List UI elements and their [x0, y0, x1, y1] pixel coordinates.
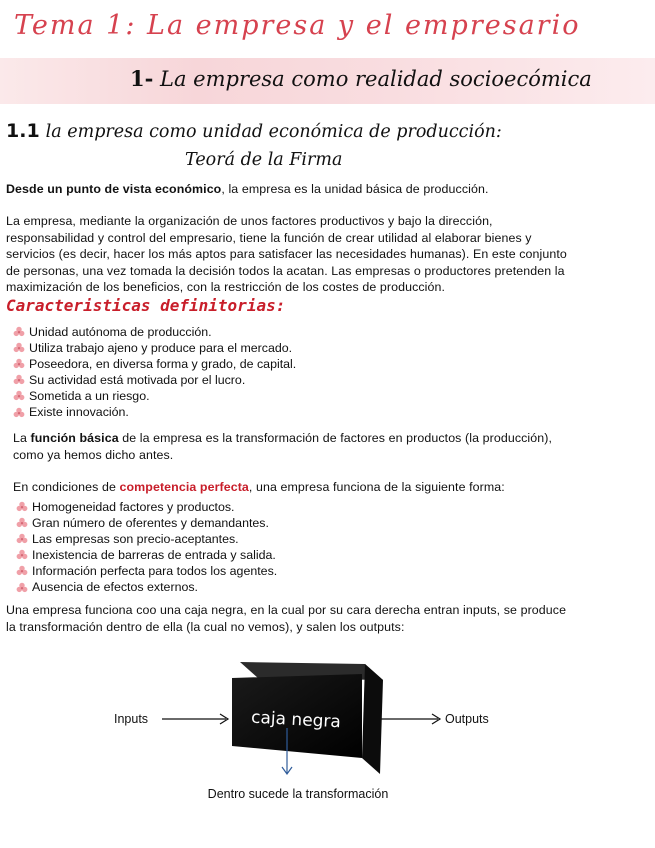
flower-bullet-icon: [16, 565, 28, 577]
inputs-label: Inputs: [114, 712, 149, 726]
flower-bullet-icon: [16, 501, 28, 513]
list-item: [13, 356, 296, 372]
list-item: [16, 499, 277, 515]
list-item: [13, 388, 296, 404]
flower-bullet-icon: [13, 326, 25, 338]
function-line: [13, 430, 552, 447]
subsection-title: [6, 120, 502, 142]
list-item-text: Homogeneidad factores y productos.: [32, 500, 235, 514]
box-label: caja negra: [250, 707, 342, 733]
flower-bullet-icon: [13, 407, 25, 419]
section-title-text: La empresa como realidad socioecómica: [160, 67, 592, 91]
intro-bold: Desde un punto de vista económico: [6, 182, 222, 196]
function-bold: función básica: [30, 431, 119, 445]
intro-rest: , la empresa es la unidad básica de producción.: [221, 182, 489, 196]
list-item-text: Poseedora, en diversa forma y grado, de capital.: [29, 357, 297, 372]
list-item-text: Información perfecta para todos los agentes.: [32, 564, 278, 579]
function-paragraph: [13, 430, 552, 463]
black-box-diagram: [0, 650, 655, 810]
definition-line: servicios (es decir, hacer los más aptos para satisfacer las necesidades humanas). En este conjunto: [6, 247, 567, 261]
black-box-line: Una empresa funciona coo una caja negra, en la cual por su cara derecha entran inputs, se produce: [6, 603, 567, 617]
flower-bullet-icon: [13, 358, 25, 370]
list-item: [16, 579, 277, 595]
section-title: [130, 66, 592, 91]
outputs-label: Outputs: [445, 712, 489, 726]
flower-bullet-icon: [16, 533, 28, 545]
flower-bullet-icon: [16, 549, 28, 561]
list-item-text: Las empresas son precio-aceptantes.: [32, 532, 239, 547]
flower-bullet-icon: [13, 390, 25, 402]
competition-list: [16, 499, 277, 596]
flower-bullet-icon: [16, 582, 28, 594]
definition-line: responsabilidad y control del empresario, tiene la función de crear utilidad al elaborar bienes y: [6, 230, 532, 245]
competition-pre: En condiciones de: [13, 480, 120, 494]
list-item: [13, 372, 296, 388]
list-item: [13, 324, 296, 340]
black-box-paragraph: [6, 602, 566, 635]
box-side-face: [362, 664, 383, 774]
list-item: [13, 340, 296, 356]
section-number: 1-: [130, 66, 154, 91]
list-item-text: Gran número de oferentes y demandantes.: [32, 516, 269, 531]
list-item-text: Inexistencia de barreras de entrada y salida.: [32, 548, 276, 563]
page-top-title: Tema 1: La empresa y el empresario: [14, 10, 581, 41]
definition-line: de personas, una vez tomada la decisión todos la acatan. Las empresas o productores pretenden la: [6, 263, 565, 278]
definition-line: La empresa, mediante la organización de unos factores productivos y bajo la dirección,: [6, 214, 493, 228]
list-item: [16, 515, 277, 531]
list-item: [13, 404, 296, 420]
list-item-text: Ausencia de efectos externos.: [32, 580, 198, 595]
function-pre: La: [13, 431, 31, 445]
function-line: como ya hemos dicho antes.: [13, 447, 174, 462]
subsection-subtitle: Teorá de la Firma: [185, 150, 343, 170]
list-item-text: Sometida a un riesgo.: [29, 389, 150, 404]
flower-bullet-icon: [13, 374, 25, 386]
list-item-text: Utiliza trabajo ajeno y produce para el mercado.: [29, 341, 293, 356]
list-item-text: Unidad autónoma de producción.: [29, 325, 212, 339]
characteristics-list: [13, 324, 296, 421]
competition-post: , una empresa funciona de la siguiente forma:: [248, 480, 505, 494]
definition-paragraph: [6, 213, 567, 296]
subsection-title-text: la empresa como unidad económica de producción:: [45, 122, 502, 142]
list-item: [16, 563, 277, 579]
intro-paragraph: [6, 181, 489, 198]
definition-line: maximización de los beneficios, con la restricción de los costes de producción.: [6, 280, 446, 294]
function-post: de la empresa es la transformación de factores en productos (la producción),: [118, 431, 553, 445]
black-box-line: la transformación dentro de ella (la cual no vemos), y salen los outputs:: [6, 619, 405, 634]
characteristics-heading: Caracteristicas definitorias:: [6, 296, 286, 315]
flower-bullet-icon: [13, 342, 25, 354]
list-item-text: Existe innovación.: [29, 405, 129, 420]
list-item: [16, 547, 277, 563]
subsection-number: 1.1: [6, 120, 40, 142]
list-item-text: Su actividad está motivada por el lucro.: [29, 373, 246, 388]
flower-bullet-icon: [16, 517, 28, 529]
list-item: [16, 531, 277, 547]
competition-highlight: competencia perfecta: [119, 480, 249, 494]
transformation-label: Dentro sucede la transformación: [207, 787, 389, 801]
competition-paragraph: [13, 479, 505, 496]
